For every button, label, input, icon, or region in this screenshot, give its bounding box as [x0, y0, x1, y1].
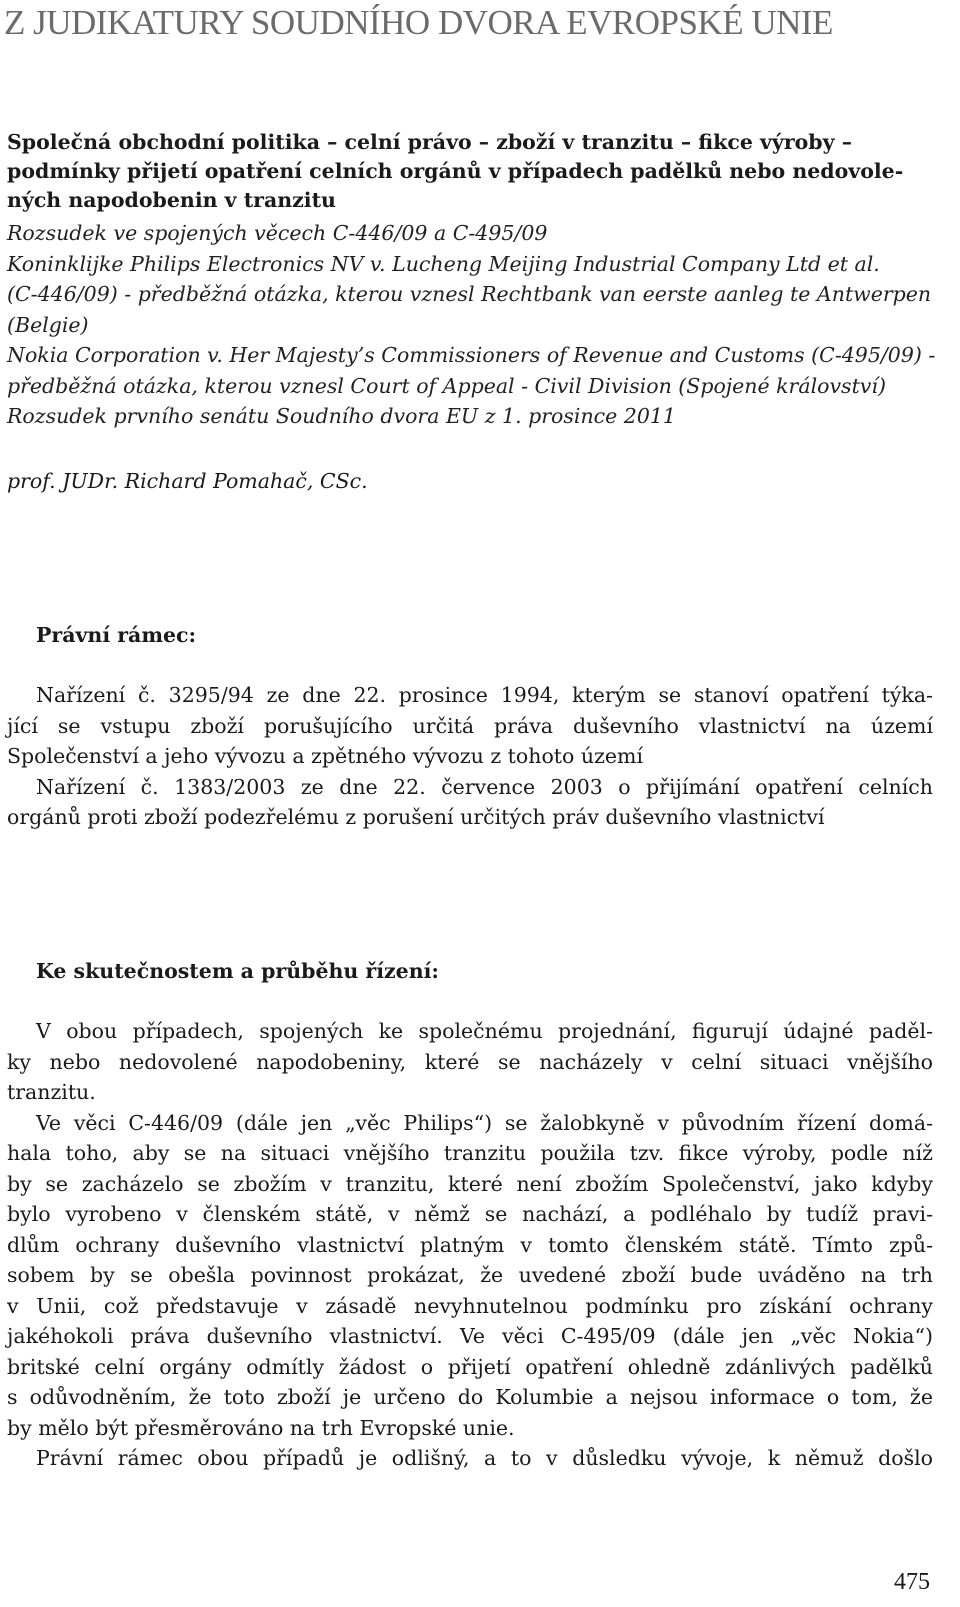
citation-line: (C-446/09) - předběžná otázka, kterou vznesl Rechtbank van eerste aanleg te Antwerpen	[7, 282, 932, 306]
text-line: sobem by se obešla povinnost prokázat, že uvedené zboží bude uváděno na trh	[7, 1263, 933, 1287]
running-header: Z JUDIKATURY SOUDNÍHO DVORA EVROPSKÉ UNIE	[4, 3, 833, 42]
text-line: Právní rámec obou případů je odlišný, a to v důsledku vývoje, k němuž došlo	[36, 1446, 933, 1470]
title-line: Společná obchodní politika – celní právo – zboží v tranzitu – fikce výroby –	[7, 130, 852, 154]
section-heading-legal-framework: Právní rámec:	[36, 623, 197, 647]
citation-line: (Belgie)	[7, 312, 89, 337]
citation-line: předběžná otázka, kterou vznesl Court of Appeal - Civil Division (Spojené království)	[7, 373, 886, 398]
text-line: hala toho, aby se na situaci vnějšího tranzitu použila tzv. fikce výroby, podle níž	[7, 1141, 933, 1165]
text-line: tranzitu.	[7, 1080, 96, 1104]
text-line: Nařízení č. 1383/2003 ze dne 22. července 2003 o přijímání opatření celních	[36, 774, 933, 799]
text-line: jakéhokoli práva duševního vlastnictví. Ve věci C-495/09 (dále jen „věc Nokia“)	[7, 1324, 933, 1348]
text-line: Nařízení č. 3295/94 ze dne 22. prosince 1994, kterým se stanoví opatření týka-	[36, 683, 933, 707]
text-line: by se zacházelo se zbožím v tranzitu, které není zbožím Společenství, jako kdyby	[7, 1171, 933, 1196]
text-line: V obou případech, spojených ke společnému projednání, figurují údajné paděl-	[36, 1019, 933, 1043]
text-line: Ve věci C-446/09 (dále jen „věc Philips“) se žalobkyně v původním řízení domá-	[36, 1110, 933, 1135]
citation-line: Nokia Corporation v. Her Majesty’s Commissioners of Revenue and Customs (C-495/09) -	[7, 343, 936, 367]
citation-line: Rozsudek prvního senátu Soudního dvora EU z 1. prosince 2011	[7, 404, 676, 428]
author-name: prof. JUDr. Richard Pomahač, CSc.	[7, 469, 368, 493]
text-line: by mělo být přesměrováno na trh Evropské unie.	[7, 1415, 515, 1440]
text-line: bylo vyrobeno v členském státě, v němž se nachází, a podléhalo by tudíž pravi-	[7, 1202, 933, 1226]
case-citation	[7, 218, 937, 432]
text-line: dlům ochrany duševního vlastnictví platným v tomto členském státě. Tímto způ-	[7, 1232, 933, 1257]
section-heading-facts: Ke skutečnostem a průběhu řízení:	[36, 959, 439, 983]
text-line: orgánů proti zboží podezřelému z porušení určitých práv duševního vlastnictví	[7, 805, 825, 829]
text-line: v Unii, což představuje v zásadě nevyhnutelnou podmínku pro získání ochrany	[7, 1293, 933, 1318]
title-line: podmínky přijetí opatření celních orgánů v případech padělků nebo nedovole-	[7, 159, 904, 183]
text-line: britské celní orgány odmítly žádost o přijetí opatření ohledně zdánlivých padělků	[7, 1354, 933, 1379]
page-number: 475	[894, 1569, 930, 1595]
text-line: s odůvodněním, že toto zboží je určeno do Kolumbie a nejsou informace o tom, že	[7, 1385, 933, 1409]
citation-line: Koninklijke Philips Electronics NV v. Lucheng Meijing Industrial Company Ltd et al.	[7, 251, 880, 276]
title-line: ných napodobenin v tranzitu	[7, 188, 336, 212]
text-line: ky nebo nedovolené napodobeniny, které se nacházely v celní situaci vnějšího	[7, 1049, 933, 1074]
article-title	[7, 128, 937, 215]
text-line: jící se vstupu zboží porušujícího určitá práva duševního vlastnictví na území	[7, 713, 933, 738]
facts-text	[7, 1016, 933, 1474]
text-line: Společenství a jeho vývozu a zpětného vývozu z tohoto území	[7, 744, 644, 768]
legal-framework-text	[7, 680, 933, 833]
citation-line: Rozsudek ve spojených věcech C-446/09 a C-495/09	[7, 221, 548, 245]
